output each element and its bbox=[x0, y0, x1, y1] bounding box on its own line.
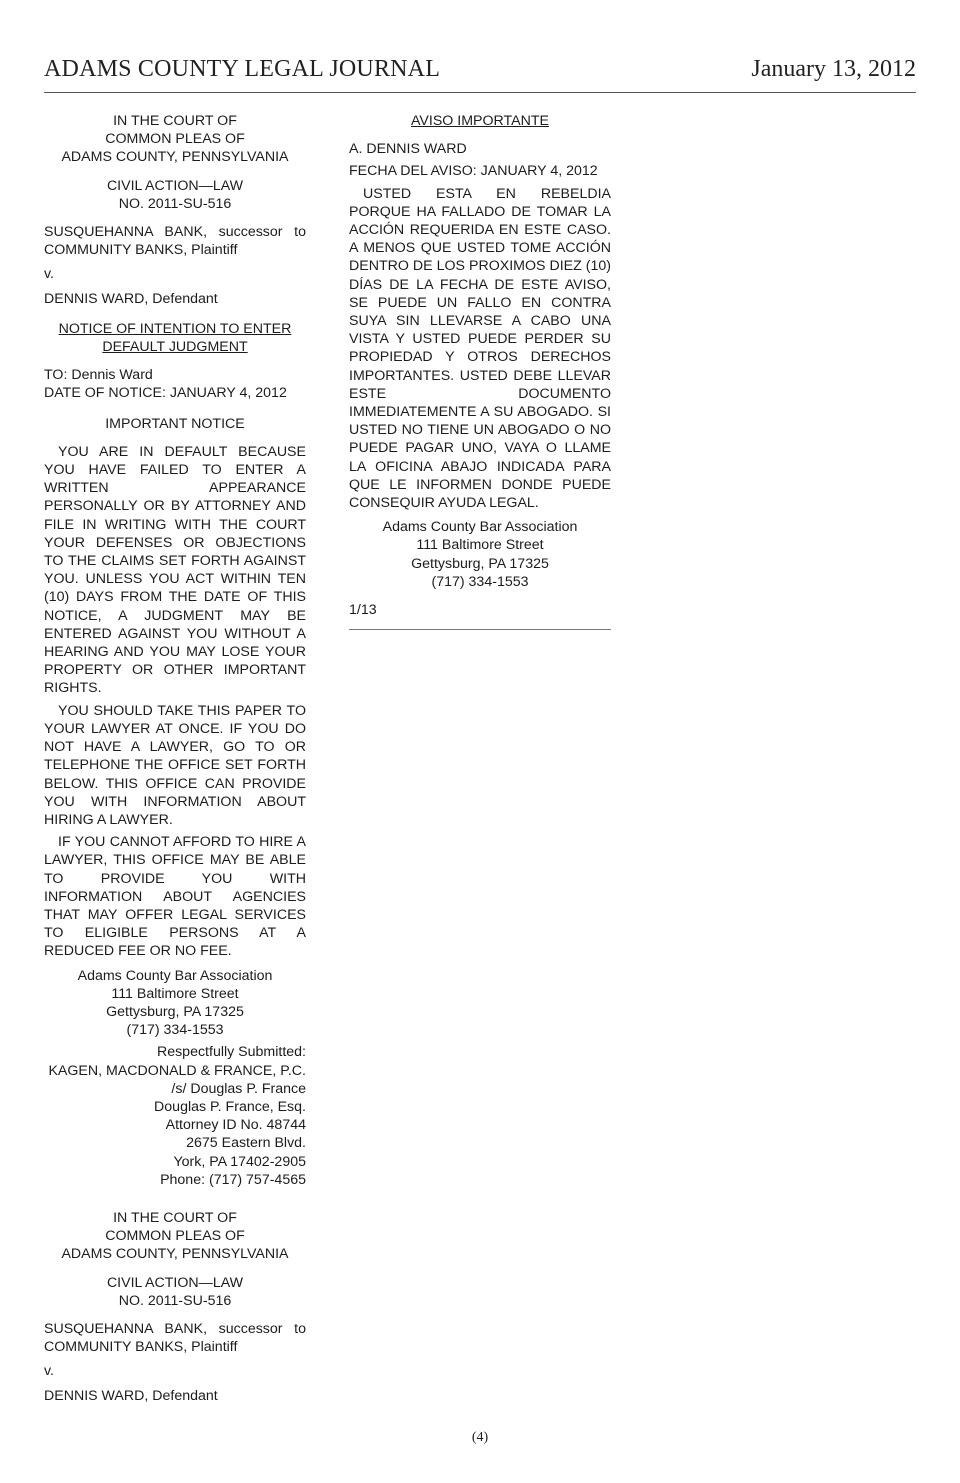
caption-line: IN THE COURT OF bbox=[113, 113, 237, 129]
address-line: Gettysburg, PA 17325 bbox=[106, 1003, 244, 1020]
signature-line: Douglas P. France, Esq. bbox=[154, 1098, 306, 1115]
aviso-title: AVISO IMPORTANTE bbox=[411, 113, 549, 129]
address-line: (717) 334-1553 bbox=[126, 1022, 224, 1039]
signature-line: Respectfully Submitted: bbox=[156, 1044, 306, 1061]
aviso-paragraph: USTED ESTA EN REBELDIA PORQUE HA FALLADO DE TOMAR LA ACCIÓN REQUERIDA EN ESTE CASO. A MENOS QUE USTED TOME ACCIÓN DENTRO DE LOS PROXIMOS DIEZ (10) DÍAS DE LA FECHA DE ESTE AVISO, SE PUEDE UN FALLO EN CONTRA SUYA SIN LLEVARSE A CABO UNA VISTA Y USTED PUEDE PERDER SU PROPIEDAD Y OTROS DERECHOS IMPORTANTES. USTED DEBE LLEVAR ESTE DOCUMENTO IMMEDIATEMENTE A SU ABOGADO. SI USTED NO TIENE UN ABOGADO O NO PUEDE PAGAR UNO, VAYA O LLAME LA OFICINA ABAJO INDICADA PARA QUE LE INFORMEN DONDE PUEDE CONSEQUIR AYUDA LEGAL. bbox=[349, 185, 611, 512]
caption-line: IN THE COURT OF bbox=[113, 1209, 237, 1226]
caption-line: COMMON PLEAS OF bbox=[105, 131, 245, 148]
to-line: TO: Dennis Ward bbox=[44, 367, 153, 384]
aviso-date: FECHA DEL AVISO: JANUARY 4, 2012 bbox=[349, 163, 598, 180]
signature-line: 2675 Eastern Blvd. bbox=[186, 1135, 306, 1152]
issue-date: January 13, 2012 bbox=[751, 56, 916, 82]
signature-line: Attorney ID No. 48744 bbox=[165, 1117, 306, 1134]
page-number: (4) bbox=[471, 1430, 489, 1445]
important-notice-heading: IMPORTANT NOTICE bbox=[105, 415, 245, 432]
court-caption bbox=[44, 112, 306, 167]
address-line: 111 Baltimore Street bbox=[111, 985, 239, 1002]
defendant-line: DENNIS WARD, Defendant bbox=[44, 290, 218, 307]
action-caption-2 bbox=[44, 1274, 306, 1310]
caption-line: ADAMS COUNTY, PENNSYLVANIA bbox=[61, 149, 289, 166]
issue-code: 1/13 bbox=[349, 602, 377, 619]
bar-association-address-es bbox=[349, 518, 611, 591]
signature-block bbox=[44, 1043, 306, 1189]
defendant-line: DENNIS WARD, Defendant bbox=[44, 1387, 218, 1404]
notice-paragraph: YOU ARE IN DEFAULT BECAUSE YOU HAVE FAILED TO ENTER A WRITTEN APPEARANCE PERSONALLY OR BY ATTORNEY AND FILE IN WRITING WITH THE COURT YOUR DEFENSES OR OBJECTIONS TO THE CLAIMS SET FORTH AGAINST YOU. UNLESS YOU ACT WITHIN TEN (10) DAYS FROM THE DATE OF THIS NOTICE, A JUDGMENT MAY BE ENTERED AGAINST YOU WITHOUT A HEARING AND YOU MAY LOSE YOUR PROPERTY OR OTHER IMPORTANT RIGHTS. bbox=[44, 443, 306, 697]
address-line: (717) 334-1553 bbox=[431, 573, 529, 590]
aviso-name: A. DENNIS WARD bbox=[349, 141, 467, 158]
publication-title: ADAMS COUNTY LEGAL JOURNAL bbox=[44, 56, 441, 82]
case-number: NO. 2011-SU-516 bbox=[118, 195, 232, 212]
notice-title-line: DEFAULT JUDGMENT bbox=[102, 339, 248, 356]
signature-line: KAGEN, MACDONALD & FRANCE, P.C. bbox=[48, 1062, 306, 1079]
section-divider bbox=[349, 629, 611, 630]
date-of-notice: DATE OF NOTICE: JANUARY 4, 2012 bbox=[44, 385, 287, 402]
versus: v. bbox=[44, 1363, 54, 1380]
address-line: Adams County Bar Association bbox=[382, 519, 578, 536]
caption-line: ADAMS COUNTY, PENNSYLVANIA bbox=[61, 1246, 289, 1263]
case-number: NO. 2011-SU-516 bbox=[118, 1292, 232, 1309]
signature-line: /s/ Douglas P. France bbox=[171, 1080, 306, 1097]
notice-title-line: NOTICE OF INTENTION TO ENTER bbox=[58, 320, 292, 337]
signature-line: York, PA 17402-2905 bbox=[173, 1153, 306, 1170]
action-caption bbox=[44, 177, 306, 213]
signature-line: Phone: (717) 757-4565 bbox=[160, 1171, 306, 1188]
plaintiff-line: SUSQUEHANNA BANK, successor to COMMUNITY BANKS, Plaintiff bbox=[44, 224, 306, 259]
court-caption-2 bbox=[44, 1209, 306, 1264]
notice-paragraph: YOU SHOULD TAKE THIS PAPER TO YOUR LAWYER AT ONCE. IF YOU DO NOT HAVE A LAWYER, GO TO OR TELEPHONE THE OFFICE SET FORTH BELOW. THIS OFFICE CAN PROVIDE YOU WITH INFORMATION ABOUT HIRING A LAWYER. bbox=[44, 702, 306, 828]
action-type: CIVIL ACTION—LAW bbox=[106, 177, 244, 194]
journal-header bbox=[44, 54, 916, 93]
notice-paragraph: IF YOU CANNOT AFFORD TO HIRE A LAWYER, THIS OFFICE MAY BE ABLE TO PROVIDE YOU WITH INFORMATION ABOUT AGENCIES THAT MAY OFFER LEGAL SERVICES TO ELIGIBLE PERSONS AT A REDUCED FEE OR NO FEE. bbox=[44, 834, 306, 960]
right-column bbox=[349, 112, 611, 630]
address-line: Gettysburg, PA 17325 bbox=[411, 555, 549, 572]
address-line: Adams County Bar Association bbox=[77, 967, 273, 984]
caption-line: COMMON PLEAS OF bbox=[105, 1228, 245, 1245]
notice-title bbox=[44, 320, 306, 356]
plaintiff-line: SUSQUEHANNA BANK, successor to COMMUNITY BANKS, Plaintiff bbox=[44, 1320, 306, 1356]
action-type: CIVIL ACTION—LAW bbox=[106, 1274, 244, 1291]
bar-association-address bbox=[44, 967, 306, 1040]
versus: v. bbox=[44, 266, 54, 283]
left-column bbox=[44, 112, 306, 1405]
address-line: 111 Baltimore Street bbox=[416, 537, 544, 554]
